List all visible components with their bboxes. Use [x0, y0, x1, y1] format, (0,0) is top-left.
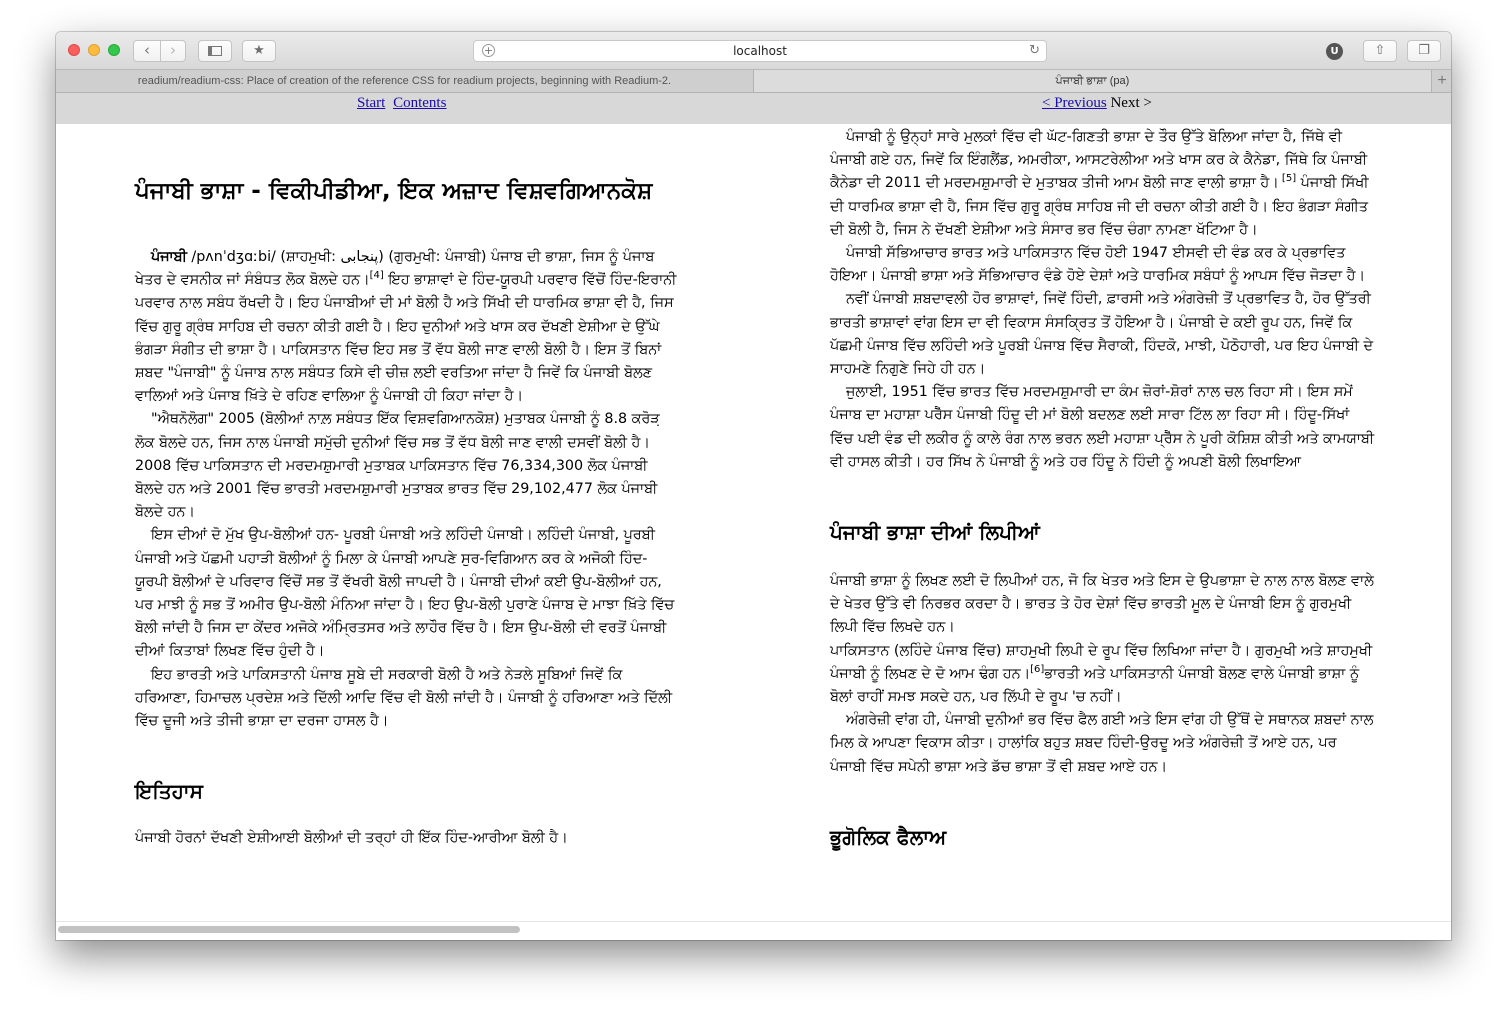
ethnologue-paragraph: "ਐਥਨੋਲੋਗ" 2005 (ਬੋਲੀਆਂ ਨਾਲ਼ ਸਬੰਧਤ ਇੱਕ ਵਿਸ਼ਵਗਿਆਨਕੋਸ਼) ਮੁਤਾਬਕ ਪੰਜਾਬੀ ਨੂੰ 8.8 ਕਰੋੜ਼ ਲੋਕ ਬੋਲਦੇ ਹਨ, ਜਿਸ ਨਾਲ ਪੰਜਾਬੀ ਸਮੁੱਚੀ ਦੁਨੀਆਂ ਵਿੱਚ ਸਭ ਤੋਂ ਵੱਧ ਬੋਲੀ ਜਾਣ ਵਾਲੀ ਦਸਵੀਂ ਬੋਲੀ ਹੈ। 2008 ਵਿੱਚ ਪਾਕਿਸਤਾਨ ਦੀ ਮਰਦਮਸ਼ੁਮਾਰੀ ਮੁਤਾਬਕ ਪਾਕਿਸਤਾਨ ਵਿੱਚ 76,334,300 ਲੋਕ ਪੰਜਾਬੀ ਬੋਲਦੇ ਹਨ ਅਤੇ 2001 ਵਿੱਚ ਭਾਰਤੀ ਮਰਦਮਸ਼ੁਮਾਰੀ ਮੁਤਾਬਕ ਭਾਰਤ ਵਿੱਚ 29,102,477 ਲੋਕ ਪੰਜਾਬੀ ਬੋਲਦੇ ਹਨ। — [135, 411, 660, 521]
share-button[interactable] — [1363, 40, 1397, 62]
next-label[interactable]: Next > — [1110, 95, 1152, 111]
close-window-button[interactable] — [68, 44, 80, 56]
official-status-paragraph: ਇਹ ਭਾਰਤੀ ਅਤੇ ਪਾਕਿਸਤਾਨੀ ਪੰਜਾਬ ਸੂਬੇ ਦੀ ਸਰਕਾਰੀ ਬੋਲੀ ਹੈ ਅਤੇ ਨੇੜਲੇ ਸੂਬਿਆਂ ਜਿਵੇਂ ਕਿ ਹਰਿਆਣਾ, ਹਿਮਾਚਲ ਪ੍ਰਦੇਸ਼ ਅਤੇ ਦਿੱਲੀ ਆਦਿ ਵਿੱਚ ਵੀ ਬੋਲੀ ਜਾਂਦੀ ਹੈ। ਪੰਜਾਬੀ ਨੂੰ ਹਰਿਆਣਾ ਅਤੇ ਦਿੱਲੀ ਵਿੱਚ ਦੂਜੀ ਅਤੇ ਤੀਜੀ ਭਾਸ਼ਾ ਦਾ ਦਰਜਾ ਹਾਸਲ ਹੈ। — [135, 666, 673, 730]
previous-link[interactable]: < Previous — [1042, 95, 1107, 111]
browser-window — [56, 32, 1451, 940]
history-nav — [133, 40, 186, 62]
shahmukhi-text-tail: ਭਾਰਤੀ ਅਤੇ ਪਾਕਿਸਤਾਨੀ ਪੰਜਾਬੀ ਬੋਲਣ ਵਾਲੇ ਪੰਜਾਬੀ ਭਾਸ਼ਾ ਨੂੰ ਬੋਲਾਂ ਰਾਹੀਂ ਸਮਝ ਸਕਦੇ ਹਨ, ਪਰ ਲਿੱਪੀ ਦੇ ਰੂਪ 'ਚ ਨਹੀਂ। — [830, 665, 1360, 706]
left-page-column — [135, 124, 680, 850]
forward-button[interactable]: › — [170, 41, 176, 59]
add-icon: + — [483, 44, 494, 57]
share-icon: ⇧ — [1374, 43, 1386, 58]
vocabulary-paragraph: ਨਵੀਂ ਪੰਜਾਬੀ ਸ਼ਬਦਾਵਲੀ ਹੋਰ ਭਾਸ਼ਾਵਾਂ, ਜਿਵੇਂ ਹਿੰਦੀ, ਫ਼ਾਰਸੀ ਅਤੇ ਅੰਗਰੇਜ਼ੀ ਤੋਂ ਪ੍ਰਭਾਵਿਤ ਹੈ, ਹੋਰ ਉੱਤਰੀ ਭਾਰਤੀ ਭਾਸ਼ਾਵਾਂ ਵਾਂਗ ਇਸ ਦਾ ਵੀ ਵਿਕਾਸ ਸੰਸਕ੍ਰਿਤ ਤੋਂ ਹੋਇਆ ਹੈ। ਪੰਜਾਬੀ ਦੇ ਕਈ ਰੂਪ ਹਨ, ਜਿਵੇਂ ਕਿ ਪੱਛਮੀ ਪੰਜਾਬ ਵਿੱਚ ਲਹਿੰਦੀ ਅਤੇ ਪੂਰਬੀ ਪੰਜਾਬ ਵਿੱਚ ਸੈਰਾਕੀ, ਹਿੰਦਕੋ, ਮਾਝੀ, ਪੋਠੋਹਾਰੀ, ਪਰ ਇਹ ਪੰਜਾਬੀ ਦੇ ਸਾਹਮਣੇ ਨਿਗੁਣੇ ਜਿਹੇ ਹੀ ਹਨ। — [830, 291, 1373, 378]
start-link[interactable]: Start — [357, 95, 386, 111]
diaspora-paragraph — [830, 126, 1375, 242]
tab-punjabi-language[interactable]: ਪੰਜਾਬੀ ਭਾਸ਼ਾ (pa) — [754, 70, 1431, 92]
partition-paragraph: ਪੰਜਾਬੀ ਸੱਭਿਆਚਾਰ ਭਾਰਤ ਅਤੇ ਪਾਕਿਸਤਾਨ ਵਿੱਚ ਹੋਈ 1947 ਈਸਵੀ ਦੀ ਵੰਡ ਕਰ ਕੇ ਪ੍ਰਭਾਵਿਤ ਹੋਇਆ। ਪੰਜਾਬੀ ਭਾਸ਼ਾ ਅਤੇ ਸੱਭਿਆਚਾਰ ਵੰਡੇ ਹੋਏ ਦੇਸ਼ਾਂ ਅਤੇ ਧਾਰਮਿਕ ਸਬੰਧਾਂ ਨੂੰ ਆਪਸ ਵਿੱਚ ਜੋੜਦਾ ਹੈ। — [830, 245, 1366, 285]
reference-5-link[interactable]: [5] — [1278, 173, 1297, 185]
minimize-window-button[interactable] — [88, 44, 100, 56]
geography-heading: ਭੂਗੋਲਿਕ ਫੈਲਾਅ — [830, 824, 947, 849]
intro-paragraph — [135, 246, 680, 408]
history-paragraph: ਪੰਜਾਬੀ ਹੋਰਨਾਂ ਦੱਖਣੀ ਏਸ਼ੀਆਈ ਬੋਲੀਆਂ ਦੀ ਤਰ੍ਹਾਂ ਹੀ ਇੱਕ ਹਿੰਦ-ਆਰੀਆ ਬੋਲੀ ਹੈ। — [135, 830, 568, 847]
sidebar-icon — [208, 46, 222, 56]
address-bar[interactable] — [473, 40, 1047, 62]
bookmark-star-icon: ★ — [253, 43, 265, 58]
intro-text: /pʌnˈdʒɑːbi/ (ਸ਼ਾਹਮੁਖੀ: پنجابی) (ਗੁਰਮੁਖੀ: ਪੰਜਾਬੀ) ਪੰਜਾਬ ਦੀ ਭਾਸ਼ਾ, ਜਿਸ ਨੂੰ ਪੰਜਾਬ ਖੇਤਰ ਦੇ ਵਸਨੀਕ ਜਾਂ ਸੰਬੰਧਤ ਲੋਕ ਬੋਲਦੇ ਹਨ। — [135, 249, 655, 289]
right-page-column — [830, 124, 1375, 851]
new-tab-button[interactable]: + — [1431, 70, 1451, 92]
intro-term: ਪੰਜਾਬੀ — [151, 249, 187, 265]
census-paragraph: ਜੁਲਾਈ, 1951 ਵਿੱਚ ਭਾਰਤ ਵਿੱਚ ਮਰਦਮਸ਼ੁਮਾਰੀ ਦਾ ਕੰਮ ਜ਼ੋਰਾਂ-ਸ਼ੋਰਾਂ ਨਾਲ ਚਲ ਰਿਹਾ ਸੀ। ਇਸ ਸਮੇਂ ਪੰਜਾਬ ਦਾ ਮਹਾਸ਼ਾ ਪਰੈੱਸ ਪੰਜਾਬੀ ਹਿੰਦੂ ਦੀ ਮਾਂ ਬੋਲੀ ਬਦਲਣ ਲਈ ਸਾਰਾ ਟਿੱਲ ਲਾ ਰਿਹਾ ਸੀ। ਹਿੰਦੂ-ਸਿੱਖਾਂ ਵਿੱਚ ਪਈ ਵੰਡ ਦੀ ਲਕੀਰ ਨੂੰ ਕਾਲੇ ਰੰਗ ਨਾਲ ਭਰਨ ਲਈ ਮਹਾਸ਼ਾ ਪ੍ਰੈੱਸ ਨੇ ਪੂਰੀ ਕੋਸ਼ਿਸ਼ ਕੀਤੀ ਅਤੇ ਕਾਮਯਾਬੀ ਵੀ ਹਾਸਲ ਕੀਤੀ। ਹਰ ਸਿੱਖ ਨੇ ਪੰਜਾਬੀ ਨੂੰ ਅਤੇ ਹਰ ਹਿੰਦੂ ਨੇ ਹਿੰਦੀ ਨੂੰ ਅਪਣੀ ਬੋਲੀ ਲਿਖਾਇਆ — [830, 384, 1375, 470]
shahmukhi-text: ਪਾਕਿਸਤਾਨ (ਲਹਿੰਦੇ ਪੰਜਾਬ ਵਿੱਚ) ਸ਼ਾਹਮੁਖੀ ਲਿਪੀ ਦੇ ਰੂਪ ਵਿੱਚ ਲਿਖਿਆ ਜਾਂਦਾ ਹੈ। ਗੁਰਮੁਖੀ ਅਤੇ ਸ਼ਾਹਮੁਖੀ ਪੰਜਾਬੀ ਨੂੰ ਲਿਖਣ ਦੇ ਦੋ ਆਮ ਢੰਗ ਹਨ। — [830, 642, 1373, 682]
show-tabs-button[interactable] — [1407, 40, 1441, 62]
scripts-heading: ਪੰਜਾਬੀ ਭਾਸ਼ਾ ਦੀਆਂ ਲਿਪੀਆਂ — [830, 520, 1040, 545]
reader-content — [56, 124, 1451, 921]
back-button[interactable]: ‹ — [134, 41, 161, 61]
reference-6-link[interactable]: [6] — [1030, 664, 1045, 676]
sidebar-toggle-button[interactable] — [198, 40, 232, 62]
reader-navigation — [56, 93, 1451, 124]
tabs-overview-icon: ❐ — [1418, 43, 1430, 58]
browser-toolbar — [56, 32, 1451, 70]
tab-readium-css[interactable]: readium/readium-css: Place of creation of the reference CSS for readium projects, beginning with Readium-2. — [56, 70, 754, 92]
article-title: ਪੰਜਾਬੀ ਭਾਸ਼ਾ - ਵਿਕੀਪੀਡੀਆ, ਇਕ ਅਜ਼ਾਦ ਵਿਸ਼ਵਗਿਆਨਕੋਸ਼ — [135, 178, 653, 204]
shahmukhi-paragraph — [830, 640, 1375, 710]
bookmarks-button[interactable] — [242, 40, 276, 62]
extension-icon[interactable]: U — [1326, 43, 1343, 60]
scripts-paragraph: ਪੰਜਾਬੀ ਭਾਸ਼ਾ ਨੂੰ ਲਿਖਣ ਲਈ ਦੋ ਲਿਪੀਆਂ ਹਨ, ਜੋ ਕਿ ਖੇਤਰ ਅਤੇ ਇਸ ਦੇ ਉਪਭਾਸ਼ਾ ਦੇ ਨਾਲ ਨਾਲ ਬੋਲਣ ਵਾਲੇ ਦੇ ਖੇਤਰ ਉੱਤੇ ਵੀ ਨਿਰਭਰ ਕਰਦਾ ਹੈ। ਭਾਰਤ ਤੇ ਹੋਰ ਦੇਸ਼ਾਂ ਵਿੱਚ ਭਾਰਤੀ ਮੂਲ ਦੇ ਪੰਜਾਬੀ ਇਸ ਨੂੰ ਗੁਰਮੁਖੀ ਲਿਪੀ ਵਿੱਚ ਲਿਖਦੇ ਹਨ। — [830, 573, 1374, 636]
reload-icon[interactable]: ↻ — [1029, 43, 1040, 58]
scrollbar-thumb[interactable] — [58, 926, 520, 933]
dialects-paragraph: ਇਸ ਦੀਆਂ ਦੋ ਮੁੱਖ ਉਪ-ਬੋਲੀਆਂ ਹਨ- ਪੂਰਬੀ ਪੰਜਾਬੀ ਅਤੇ ਲਹਿੰਦੀ ਪੰਜਾਬੀ। ਲਹਿੰਦੀ ਪੰਜਾਬੀ, ਪੂਰਬੀ ਪੰਜਾਬੀ ਅਤੇ ਪੱਛਮੀ ਪਹਾੜੀ ਬੋਲੀਆਂ ਨੂੰ ਮਿਲਾ ਕੇ ਪੰਜਾਬੀ ਆਪਣੇ ਸੁਰ-ਵਿਗਿਆਨ ਕਰ ਕੇ ਅਜੋਕੀ ਹਿੰਦ-ਯੂਰਪੀ ਬੋਲੀਆਂ ਦੇ ਪਰਿਵਾਰ ਵਿੱਚੋਂ ਸਭ ਤੋਂ ਵੱਖਰੀ ਬੋਲੀ ਜਾਪਦੀ ਹੈ। ਪੰਜਾਬੀ ਦੀਆਂ ਕਈ ਉਪ-ਬੋਲੀਆਂ ਹਨ, ਪਰ ਮਾਝੀ ਨੂੰ ਸਭ ਤੋਂ ਅਮੀਰ ਉਪ-ਬੋਲੀ ਮੰਨਿਆ ਜਾਂਦਾ ਹੈ। ਇਹ ਉਪ-ਬੋਲੀ ਪੁਰਾਣੇ ਪੰਜਾਬ ਦੇ ਮਾਝਾ ਖ਼ਿੱਤੇ ਵਿੱਚ ਬੋਲੀ ਜਾਂਦੀ ਹੈ ਜਿਸ ਦਾ ਕੇਂਦਰ ਅਜੋਕੇ ਅੰਮ੍ਰਿਤਸਰ ਅਤੇ ਲਾਹੌਰ ਵਿੱਚ ਹੈ। ਇਸ ਉਪ-ਬੋਲੀ ਦੀ ਵਰਤੋਂ ਪੰਜਾਬੀ ਦੀਆਂ ਕਿਤਾਬਾਂ ਲਿਖਣ ਵਿੱਚ ਹੁੰਦੀ ਹੈ। — [135, 527, 675, 660]
horizontal-scrollbar[interactable] — [56, 921, 1451, 940]
diaspora-text-tail: ਪੰਜਾਬੀ ਸਿੱਖੀ ਦੀ ਧਾਰਮਿਕ ਭਾਸ਼ਾ ਵੀ ਹੈ, ਜਿਸ ਵਿੱਚ ਗੁਰੂ ਗ੍ਰੰਥ ਸਾਹਿਬ ਜੀ ਦੀ ਰਚਨਾ ਕੀਤੀ ਗਈ ਹੈ। ਇਹ ਭੰਗੜਾ ਸੰਗੀਤ ਦੀ ਬੋਲੀ ਹੈ, ਜਿਸ ਨੇ ਦੱਖਣੀ ਏਸ਼ੀਆ ਅਤੇ ਸੰਸਾਰ ਭਰ ਵਿੱਚ ਚੰਗਾ ਨਾਮਣਾ ਖੱਟਿਆ ਹੈ। — [830, 175, 1369, 238]
diaspora-text: ਪੰਜਾਬੀ ਨੂੰ ਉਨ੍ਹਾਂ ਸਾਰੇ ਮੁਲਕਾਂ ਵਿੱਚ ਵੀ ਘੱਟ-ਗਿਣਤੀ ਭਾਸ਼ਾ ਦੇ ਤੌਰ ਉੱਤੇ ਬੋਲਿਆ ਜਾਂਦਾ ਹੈ, ਜਿੱਥੇ ਵੀ ਪੰਜਾਬੀ ਗਏ ਹਨ, ਜਿਵੇਂ ਕਿ ਇੰਗਲੈਂਡ, ਅਮਰੀਕਾ, ਆਸਟਰੇਲੀਆ ਅਤੇ ਖਾਸ ਕਰ ਕੇ ਕੈਨੇਡਾ, ਜਿੱਥੇ ਕਿ ਪੰਜਾਬੀ ਕੈਨੇਡਾ ਦੀ 2011 ਦੀ ਮਰਦਮਸ਼ੁਮਾਰੀ ਦੇ ਮੁਤਾਬਕ ਤੀਜੀ ਆਮ ਬੋਲੀ ਜਾਣ ਵਾਲੀ ਭਾਸ਼ਾ ਹੈ। — [830, 129, 1368, 192]
address-url: localhost — [733, 44, 787, 58]
history-heading: ਇਤਿਹਾਸ — [135, 779, 203, 804]
spread-paragraph: ਅੰਗਰੇਜ਼ੀ ਵਾਂਗ ਹੀ, ਪੰਜਾਬੀ ਦੁਨੀਆਂ ਭਰ ਵਿੱਚ ਫੈਲ ਗਈ ਅਤੇ ਇਸ ਵਾਂਗ ਹੀ ਉੱਥੋਂ ਦੇ ਸਥਾਨਕ ਸ਼ਬਦਾਂ ਨਾਲ ਮਿਲ ਕੇ ਆਪਣਾ ਵਿਕਾਸ ਕੀਤਾ। ਹਾਲਾਂਕਿ ਬਹੁਤ ਸ਼ਬਦ ਹਿੰਦੀ-ਉਰਦੂ ਅਤੇ ਅੰਗਰੇਜ਼ੀ ਤੋਂ ਆਏ ਹਨ, ਪਰ ਪੰਜਾਬੀ ਵਿੱਚ ਸਪੇਨੀ ਭਾਸ਼ਾ ਅਤੇ ਡੱਚ ਭਾਸ਼ਾ ਤੋਂ ਵੀ ਸ਼ਬਦ ਆਏ ਹਨ। — [830, 712, 1374, 775]
intro-text-tail: ਇਹ ਭਾਸ਼ਾਵਾਂ ਦੇ ਹਿੰਦ-ਯੂਰਪੀ ਪਰਵਾਰ ਵਿੱਚੋਂ ਹਿੰਦ-ਇਰਾਨੀ ਪਰਵਾਰ ਨਾਲ ਸਬੰਧ ਰੱਖਦੀ ਹੈ। ਇਹ ਪੰਜਾਬੀਆਂ ਦੀ ਮਾਂ ਬੋਲੀ ਹੈ ਅਤੇ ਸਿੱਖੀ ਦੀ ਧਾਰਮਿਕ ਭਾਸ਼ਾ ਵੀ ਹੈ, ਜਿਸ ਵਿੱਚ ਗੁਰੂ ਗ੍ਰੰਥ ਸਾਹਿਬ ਦੀ ਰਚਨਾ ਕੀਤੀ ਗਈ ਹੈ। ਇਹ ਦੁਨੀਆਂ ਅਤੇ ਖਾਸ ਕਰ ਦੱਖਣੀ ਏਸ਼ੀਆ ਦੇ ਉੱਘੇ ਭੰਗੜਾ ਸੰਗੀਤ ਦੀ ਭਾਸ਼ਾ ਹੈ। ਪਾਕਿਸਤਾਨ ਵਿੱਚ ਇਹ ਸਭ ਤੋਂ ਵੱਧ ਬੋਲੀ ਜਾਣ ਵਾਲੀ ਬੋਲੀ ਹੈ। ਇਸ ਤੋਂ ਬਿਨਾਂ ਸ਼ਬਦ "ਪੰਜਾਬੀ" ਨੂੰ ਪੰਜਾਬ ਨਾਲ ਸਬੰਧਤ ਕਿਸੇ ਵੀ ਚੀਜ਼ ਲਈ ਵਰਤਿਆ ਜਾਂਦਾ ਹੈ ਜਿਵੇਂ ਕਿ ਪੰਜਾਬੀ ਬੋਲਣ ਵਾਲਿਆਂ ਅਤੇ ਪੰਜਾਬ ਖ਼ਿੱਤੇ ਦੇ ਰਹਿਣ ਵਾਲਿਆ ਨੂੰ ਪੰਜਾਬੀ ਹੀ ਕਿਹਾ ਜਾਂਦਾ ਹੈ। — [135, 272, 677, 405]
tab-bar — [56, 70, 1451, 93]
contents-link[interactable]: Contents — [393, 95, 447, 111]
zoom-window-button[interactable] — [108, 44, 120, 56]
reference-4-link[interactable]: [4] — [369, 270, 384, 282]
